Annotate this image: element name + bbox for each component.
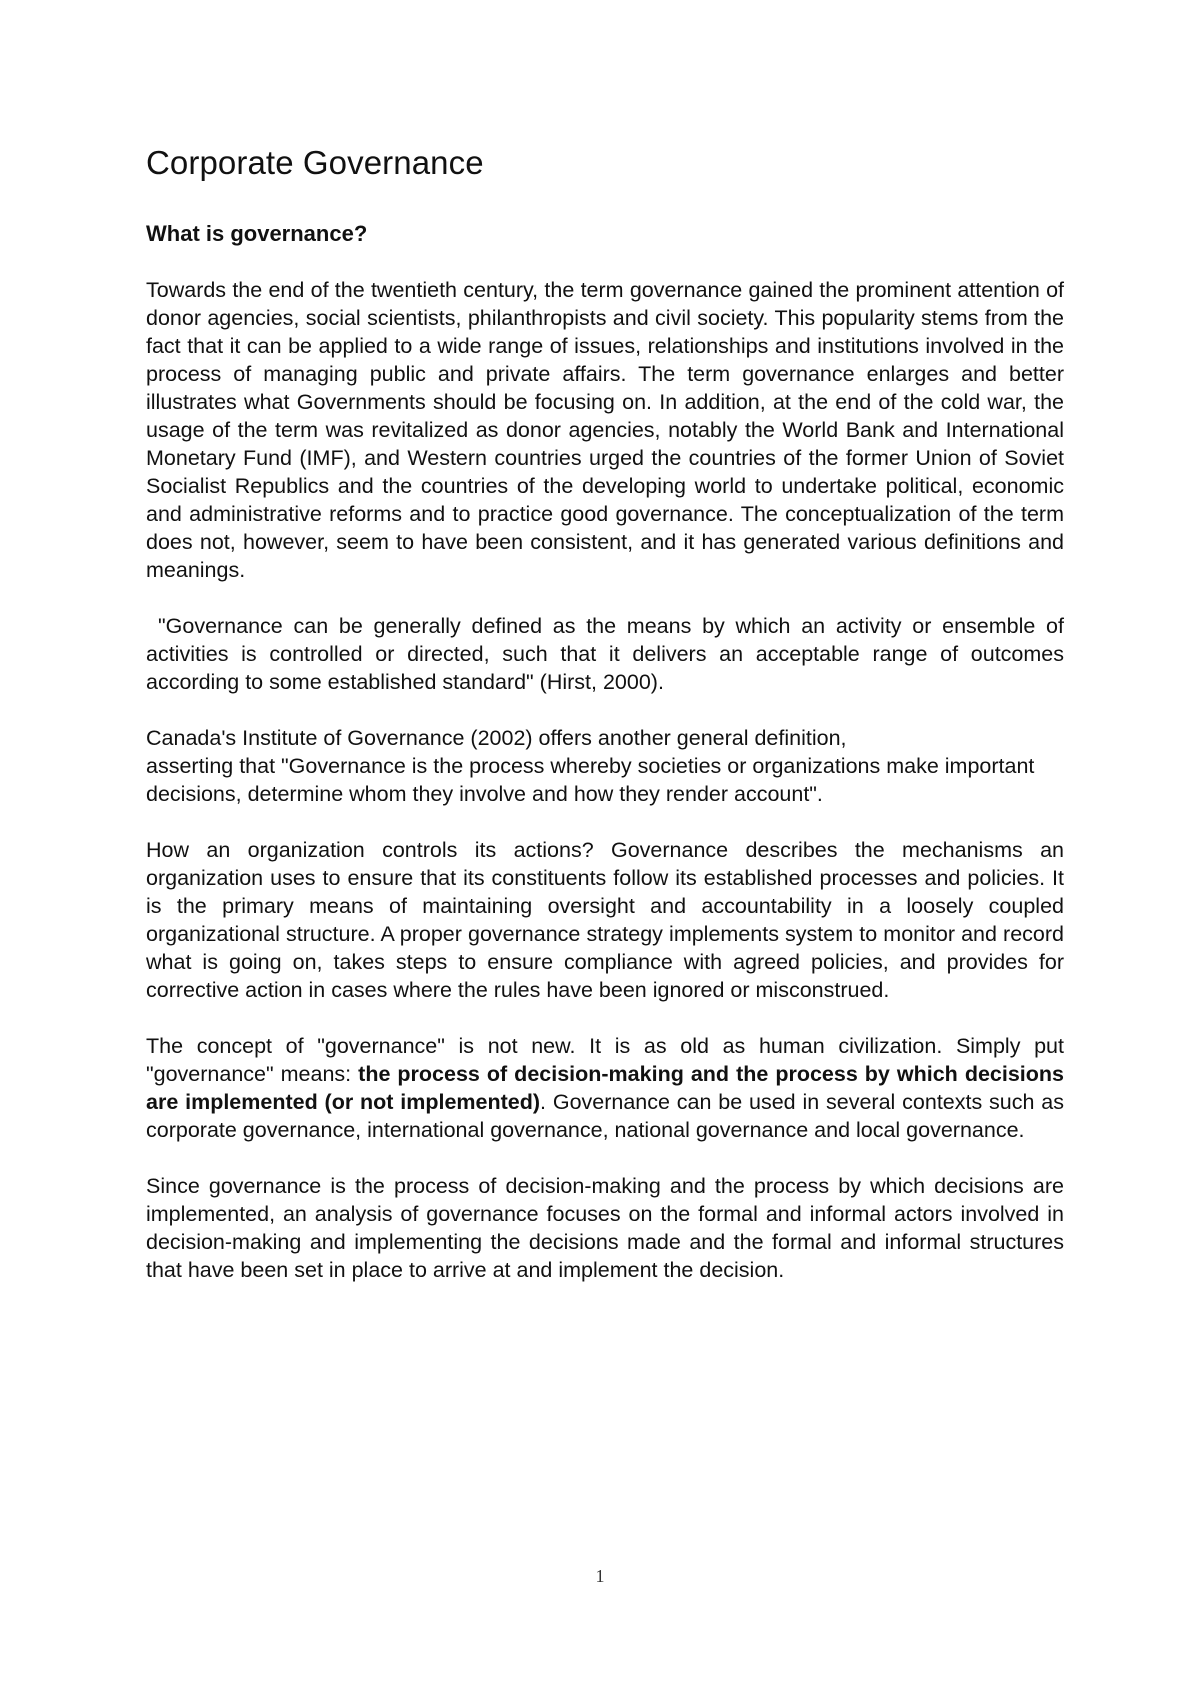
canada-definition-line-1: Canada's Institute of Governance (2002) offers another general definition, <box>146 726 847 750</box>
page-number: 1 <box>595 1566 605 1586</box>
paragraph-concept <box>146 1032 1064 1144</box>
section-heading: What is governance? <box>146 221 368 246</box>
paragraph-history: Towards the end of the twentieth century, the term governance gained the prominent attention of donor agencies, social scientists, philanthropists and civil society. This popularity stems from the fact that it can be applied to a wide range of issues, relationships and institutions involved in the process of managing public and private affairs. The term governance enlarges and better illustrates what Governments should be focusing on. In addition, at the end of the cold war, the usage of the term was revitalized as donor agencies, notably the World Bank and International Monetary Fund (IMF), and Western countries urged the countries of the former Union of Soviet Socialist Republics and the countries of the developing world to undertake political, economic and administrative reforms and to practice good governance. The conceptualization of the term does not, however, seem to have been consistent, and it has generated various definitions and meanings. <box>146 278 1064 582</box>
paragraph-organization-control: How an organization controls its actions? Governance describes the mechanisms an organization uses to ensure that its constituents follow its established processes and policies. It is the primary means of maintaining oversight and accountability in a loosely coupled organizational structure. A proper governance strategy implements system to monitor and record what is going on, takes steps to ensure compliance with agreed policies, and provides for corrective action in cases where the rules have been ignored or misconstrued. <box>146 838 1064 1002</box>
paragraph-hirst-quote: "Governance can be generally defined as the means by which an activity or ensemble of activities is controlled or directed, such that it delivers an acceptable range of outcomes according to some established standard" (Hirst, 2000). <box>146 614 1064 694</box>
concept-definition-bold: the process of decision-making and the process by which decisions are implemented (or not implemented) <box>146 1062 1064 1114</box>
document-title: Corporate Governance <box>146 144 484 181</box>
paragraph-canada-definition <box>146 724 1064 808</box>
concept-text-end: . Governance can be used in several contexts such as corporate governance, international governance, national governance and local governance. <box>146 1090 1064 1142</box>
paragraph-analysis: Since governance is the process of decision-making and the process by which decisions are implemented, an analysis of governance focuses on the formal and informal actors involved in decision-making and implementing the decisions made and the formal and informal structures that have been set in place to arrive at and implement the decision. <box>146 1174 1064 1282</box>
canada-definition-line-2: asserting that "Governance is the process whereby societies or organizations make important decisions, determine whom they involve and how they render account". <box>146 754 1035 806</box>
document-body <box>146 142 1064 1312</box>
concept-text-start: The concept of "governance" is not new. It is as old as human civilization. Simply put "governance" means: <box>146 1034 1064 1086</box>
